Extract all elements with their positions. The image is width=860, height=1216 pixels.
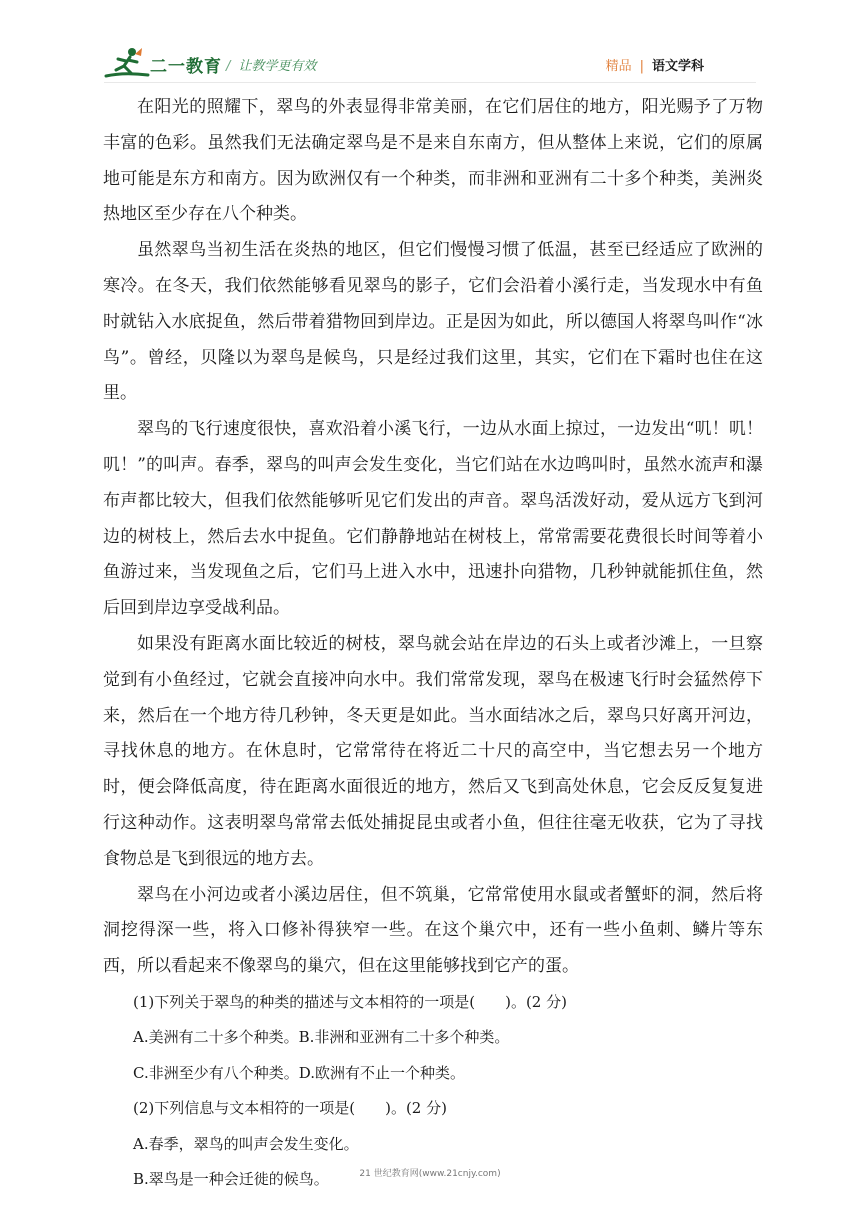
question-2: (2)下列信息与文本相符的一项是( )。(2 分) (133, 1099, 447, 1118)
question-1: (1)下列关于翠鸟的种类的描述与文本相符的一项是( )。(2 分) (133, 992, 567, 1011)
question-2-option-a: A.春季，翠鸟的叫声会发生变化。 (133, 1134, 359, 1153)
slogan-text: 让教学更有效 (238, 59, 317, 74)
paragraph-3: 翠鸟的飞行速度很快，喜欢沿着小溪飞行，一边从水面上掠过，一边发出“叽！叽！叽！”的叫声。春季，翠鸟的叫声会发生变化，当它们站在水边鸣叫时，虽然水流声和瀑布声都比较大，但我们依然能够听见它们发出的声音。翠鸟活泼好动，爱从远方飞到河边的树枝上，然后去水中捉鱼。它们静静地站在树枝上，常常需要花费很长时间等着小鱼游过来，当发现鱼之后，它们马上进入水中，迅速扑向猎物，几秒钟就能抓住鱼，然后回到岸边享受战利品。 (103, 419, 763, 619)
question-1-options-ab: A.美洲有二十多个种类。B.非洲和亚洲有二十多个种类。 (133, 1028, 510, 1047)
page-footer: 21 世纪教育网(www.21cnjy.com) (359, 1169, 501, 1179)
article-body (103, 90, 763, 1197)
header-divider (104, 82, 756, 83)
logo-text: 二一教育 (150, 57, 222, 77)
tag-separator: | (639, 59, 644, 74)
question-2-option-b: B.翠鸟是一种会迁徙的候鸟。 (133, 1169, 329, 1188)
paragraph-2: 虽然翠鸟当初生活在炎热的地区，但它们慢慢习惯了低温，甚至已经适应了欧洲的寒冷。在冬天，我们依然能够看见翠鸟的影子，它们会沿着小溪行走，当发现水中有鱼时就钻入水底捉鱼，然后带着猎物回到岸边。正是因为如此，所以德国人将翠鸟叫作“冰鸟”。曾经，贝隆以为翠鸟是候鸟，只是经过我们这里，其实，它们在下霜时也住在这里。 (103, 240, 763, 404)
slogan-separator: / (226, 59, 231, 74)
paragraph-5: 翠鸟在小河边或者小溪边居住，但不筑巢，它常常使用水鼠或者蟹虾的洞，然后将洞挖得深一些，将入口修补得狭窄一些。在这个巢穴中，还有一些小鱼刺、鳞片等东西，所以看起来不像翠鸟的巢穴，但在这里能够找到它产的蛋。 (103, 884, 763, 977)
paragraph-1: 在阳光的照耀下，翠鸟的外表显得非常美丽，在它们居住的地方，阳光赐予了万物丰富的色彩。虽然我们无法确定翠鸟是不是来自东南方，但从整体上来说，它们的原属地可能是东方和南方。因为欧洲仅有一个种类，而非洲和亚洲有二十多个种类，美洲炎热地区至少存在八个种类。 (103, 97, 763, 225)
quality-tag: 精品 (605, 59, 632, 74)
paragraph-4: 如果没有距离水面比较近的树枝，翠鸟就会站在岸边的石头上或者沙滩上，一旦察觉到有小鱼经过，它就会直接冲向水中。我们常常发现，翠鸟在极速飞行时会猛然停下来，然后在一个地方待几秒钟，冬天更是如此。当水面结冰之后，翠鸟只好离开河边，寻找休息的地方。在休息时，它常常待在将近二十尺的高空中，当它想去另一个地方时，便会降低高度，待在距离水面很近的地方，然后又飞到高处休息，它会反反复复进行这种动作。这表明翠鸟常常去低处捕捉昆虫或者小鱼，但往往毫无收获，它为了寻找食物总是飞到很远的地方去。 (103, 633, 763, 869)
header-tags (606, 55, 704, 74)
slogan (226, 55, 316, 74)
page-header (0, 0, 860, 90)
question-1-options-cd: C.非洲至少有八个种类。D.欧洲有不止一个种类。 (133, 1063, 465, 1082)
subject-tag: 语文学科 (651, 59, 704, 74)
